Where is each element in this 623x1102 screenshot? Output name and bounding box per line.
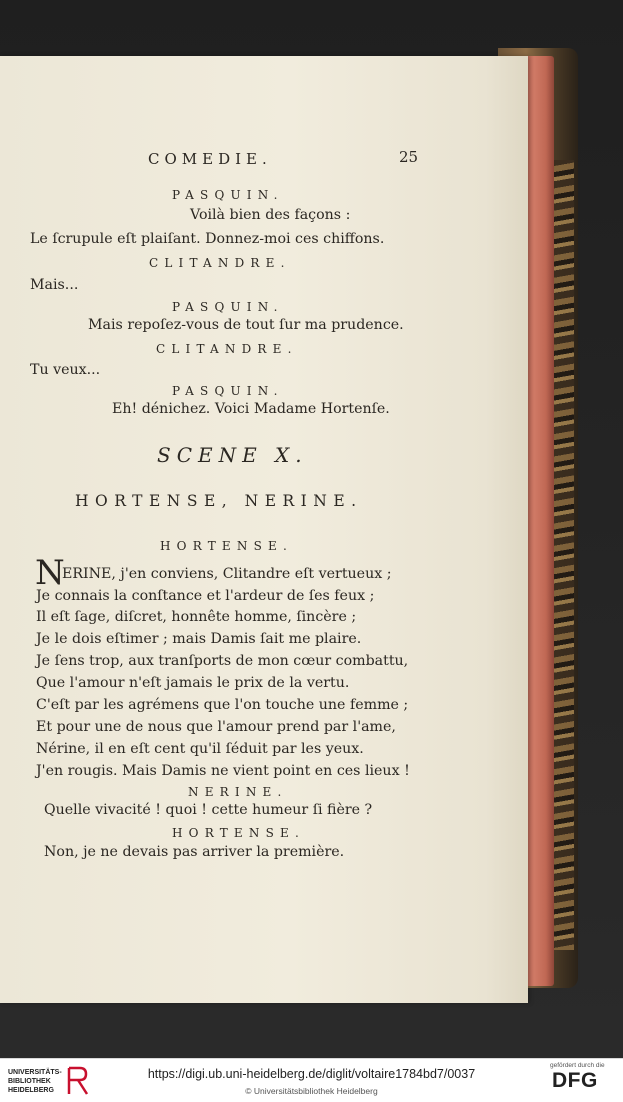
verse-line: Il eſt ſage, diſcret, honnête homme, ſincère ; [36,609,357,625]
speaker-name: CLITANDRE. [149,256,291,270]
verse-line: Je le dois eſtimer ; mais Damis ſait me plaire. [36,631,362,647]
verse-line: Voilà bien des façons : [190,207,351,223]
verse-line: Eh! dénichez. Voici Madame Hortenſe. [112,401,390,417]
verse-line: Et pour une de nous que l'amour prend par l'ame, [36,719,396,735]
verse-line: Je ſens trop, aux tranſports de mon cœur combattu, [36,653,409,669]
viewer-footer [0,1058,623,1102]
library-name-line: UNIVERSITÄTS- [8,1069,62,1076]
verse-line: Le ſcrupule eſt plaiſant. Donnez-moi ces chiffons. [30,231,385,247]
verse-line: Nérine, il en eſt cent qu'il ſéduit par les yeux. [36,741,364,757]
verse-line: ERINE, j'en conviens, Clitandre eſt vertueux ; [62,566,392,582]
scene-title: SCENE X. [157,443,308,467]
speaker-name: PASQUIN. [172,188,284,202]
page-number: 25 [399,148,419,166]
speaker-name: NERINE. [188,785,288,799]
speaker-name: PASQUIN. [172,384,284,398]
verse-line: Je connais la conſtance et l'ardeur de ſes feux ; [36,588,375,604]
library-name-line: BIBLIOTHEK [8,1078,51,1085]
verse-line: Quelle vivacité ! quoi ! cette humeur ſi fière ? [44,802,373,818]
speaker-name: PASQUIN. [172,300,284,314]
library-name-line: HEIDELBERG [8,1087,54,1094]
dfg-logo[interactable]: DFG [552,1069,598,1092]
speaker-name: HORTENSE. [172,826,305,840]
permalink-link[interactable]: https://digi.ub.uni-heidelberg.de/diglit/voltaire1784bd7/0037 [147,1067,476,1081]
verse-line: Tu veux... [30,362,101,378]
cast-list: HORTENSE, NERINE. [75,492,363,510]
funder-label: gefördert durch die [550,1062,605,1069]
running-head: COMEDIE. [148,150,272,168]
verse-line: Mais repoſez-vous de tout ſur ma prudence. [88,317,404,333]
verse-line: C'eſt par les agrémens que l'on touche une femme ; [36,697,409,713]
speaker-name: CLITANDRE. [156,342,298,356]
verse-line: J'en rougis. Mais Damis ne vient point en ces lieux ! [36,763,410,779]
speaker-name: HORTENSE. [160,539,293,553]
copyright-notice: © Universitätsbibliothek Heidelberg [245,1086,378,1096]
verse-line: Mais... [30,277,79,293]
verse-line: Non, je ne devais pas arriver la première. [44,844,345,860]
verse-line: Que l'amour n'eſt jamais le prix de la vertu. [36,675,350,691]
drop-cap: N [35,553,65,593]
